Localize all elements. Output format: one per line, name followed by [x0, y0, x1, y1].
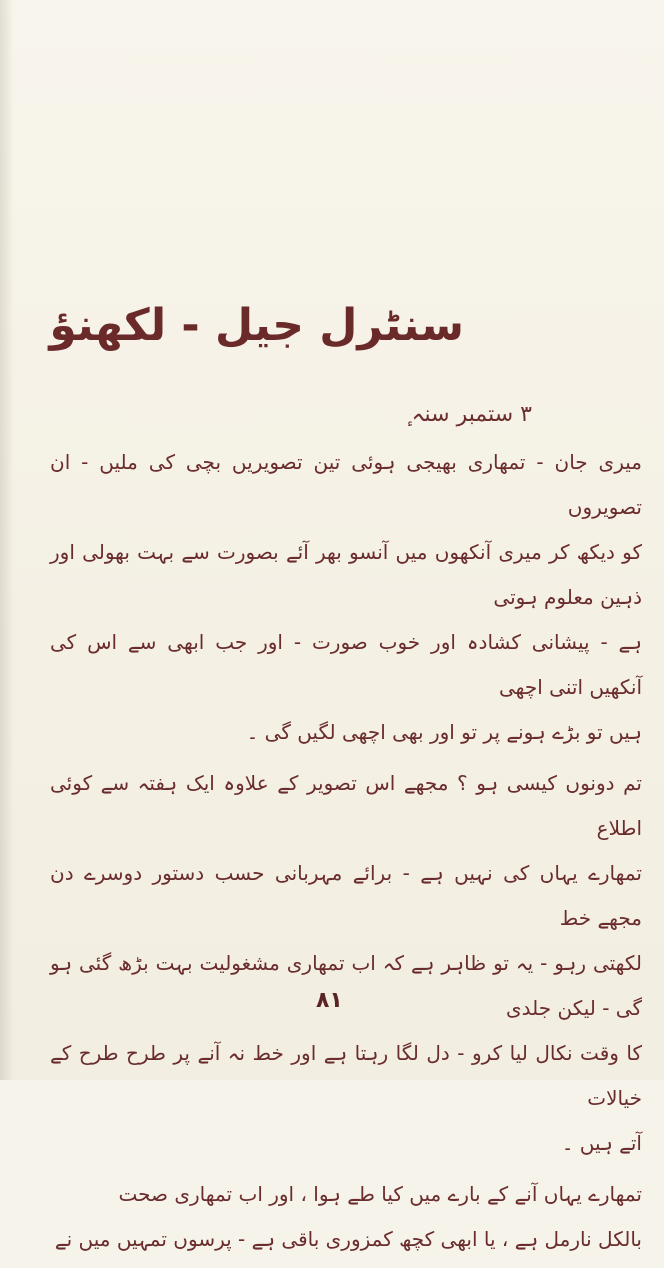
- letter-heading: سنٹرل جیل - لکھنؤ: [49, 300, 464, 351]
- text-line: کو دیکھ کر میری آنکھوں میں آنسو بھر آئے بصورت سے بہت بھولی اور ذہین معلوم ہوتی: [50, 540, 642, 609]
- paragraph: [50, 1172, 642, 1262]
- text-line: تمھارے یہاں کی نہیں ہے - برائے مہربانی حسب دستور دوسرے دن مجھے خط: [50, 861, 642, 930]
- page-number: ۸۱: [316, 988, 343, 1013]
- text-line: تم دونوں کیسی ہو ؟ مجھے اس تصویر کے علاوہ ایک ہفتہ سے کوئی اطلاع: [50, 771, 642, 840]
- letter-date: ۳ ستمبر سنہ ٕ: [404, 402, 532, 427]
- letter-body: [50, 440, 642, 1268]
- text-line: لکھتی رہو - یہ تو ظاہر ہے کہ اب تمھاری مشغولیت بہت بڑھ گئی ہو گی - لیکن جلدی: [50, 951, 642, 1020]
- paragraph: [50, 440, 642, 755]
- text-line: کا وقت نکال لیا کرو - دل لگا رہتا ہے اور خط نہ آنے پر طرح طرح کے خیالات: [50, 1041, 642, 1110]
- text-line: ہے - پیشانی کشادہ اور خوب صورت - اور جب ابھی سے اس کی آنکھیں اتنی اچھی: [50, 630, 642, 699]
- text-line: میری جان - تمھاری بھیجی ہوئی تین تصویریں بچی کی ملیں - ان تصویروں: [50, 450, 642, 519]
- text-line: تمھارے یہاں آنے کے بارے میں کیا طے ہوا ، اور اب تمھاری صحت: [118, 1182, 642, 1206]
- page-spine-shadow: [0, 0, 14, 1080]
- text-line: بالکل نارمل ہے ، یا ابھی کچھ کمزوری باقی ہے - پرسوں تمہیں میں نے: [54, 1227, 642, 1251]
- text-line: ہیں تو بڑے ہونے پر تو اور بھی اچھی لگیں گی ۔: [246, 720, 642, 744]
- text-line: آتے ہیں ۔: [561, 1131, 642, 1155]
- paragraph: [50, 761, 642, 1166]
